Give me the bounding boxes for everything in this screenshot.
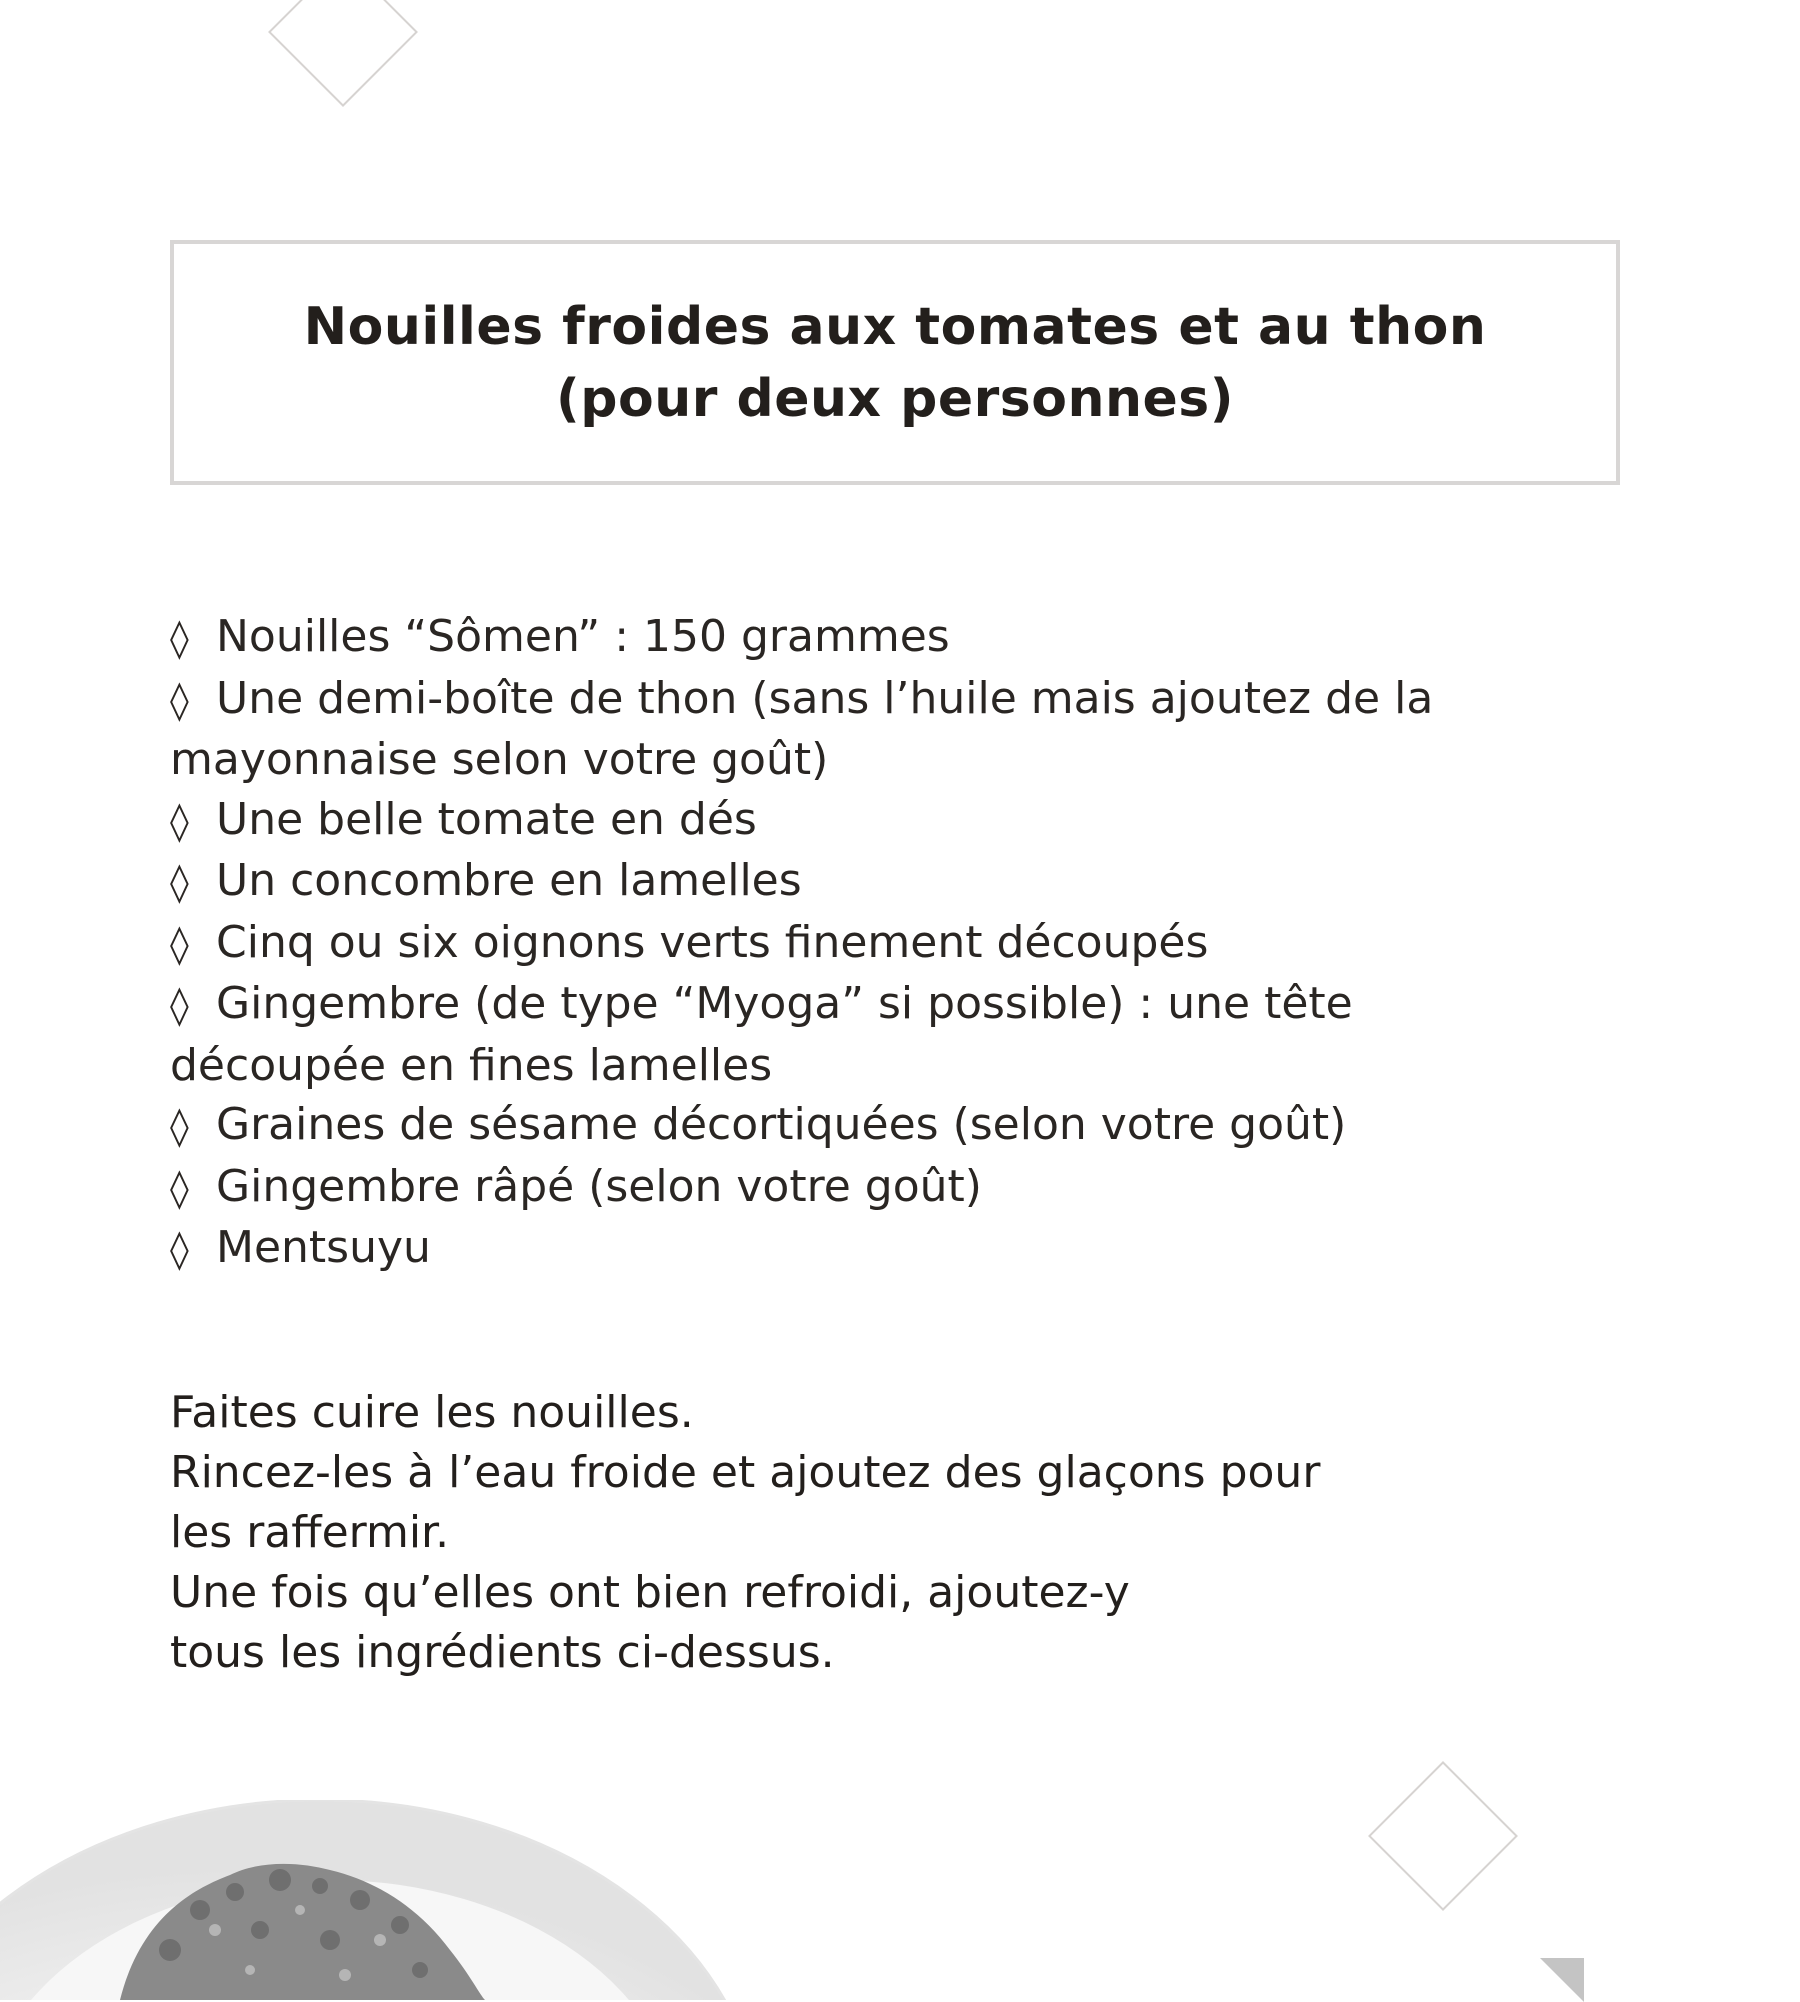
ingredient-text: Graines de sésame décortiquées (selon votre goût): [216, 1099, 1347, 1150]
instructions: [170, 1383, 1470, 1683]
diamond-bullet-icon: ◊: [170, 1104, 189, 1148]
diamond-bullet-icon: ◊: [170, 921, 189, 966]
diamond-bullet-icon: ◊: [170, 677, 189, 722]
ingredient-text: Gingembre râpé (selon votre goût): [216, 1160, 982, 1212]
ingredient-item: [170, 851, 1500, 913]
corner-triangle-icon: [1540, 1958, 1584, 2002]
recipe-title: Nouilles froides aux tomates et au thon: [303, 296, 1487, 357]
ingredient-text: Cinq ou six oignons verts finement découpés: [216, 916, 1209, 968]
ingredient-item: [170, 913, 1500, 975]
diamond-bullet-icon: ◊: [170, 1227, 189, 1271]
diamond-bullet-icon: ◊: [170, 798, 189, 843]
ingredient-item: [170, 1095, 1500, 1157]
diamond-bullet-icon: ◊: [170, 616, 189, 660]
recipe-servings: (pour deux personnes): [556, 368, 1234, 429]
diamond-bullet-icon: ◊: [170, 860, 189, 904]
plate-photo: [0, 1800, 800, 2000]
plate-photo-graphic: [0, 1800, 800, 2000]
ingredient-text: Un concombre en lamelles: [216, 855, 802, 906]
ingredient-item: [170, 1157, 1500, 1219]
ingredient-text: Mentsuyu: [216, 1222, 431, 1273]
diamond-outline-icon: [268, 0, 418, 107]
ingredient-text: Nouilles “Sômen” : 150 grammes: [216, 611, 950, 662]
ingredient-item: [170, 974, 1500, 1095]
ingredient-text: Gingembre (de type “Myoga” si possible) : une tête découpée en fines lamelles: [170, 978, 1353, 1091]
ingredient-list: [170, 607, 1500, 1280]
ingredient-text: Une demi-boîte de thon (sans l’huile mais ajoutez de la mayonnaise selon votre goût): [170, 672, 1434, 785]
diamond-outline-icon: [1368, 1761, 1518, 1911]
instruction-step: Une fois qu’elles ont bien refroidi, ajoutez-y tous les ingrédients ci-dessus.: [170, 1567, 1130, 1678]
ingredient-item: [170, 669, 1500, 790]
recipe-title-box: [170, 240, 1620, 485]
instruction-step: Faites cuire les nouilles.: [170, 1387, 694, 1438]
diamond-bullet-icon: ◊: [170, 1165, 189, 1210]
ingredient-text: Une belle tomate en dés: [216, 793, 757, 845]
instruction-step: Rincez-les à l’eau froide et ajoutez des glaçons pour les raffermir.: [170, 1447, 1321, 1558]
diamond-bullet-icon: ◊: [170, 983, 189, 1027]
ingredient-item: [170, 1218, 1500, 1280]
ingredient-item: [170, 790, 1500, 852]
ingredient-item: [170, 607, 1500, 669]
